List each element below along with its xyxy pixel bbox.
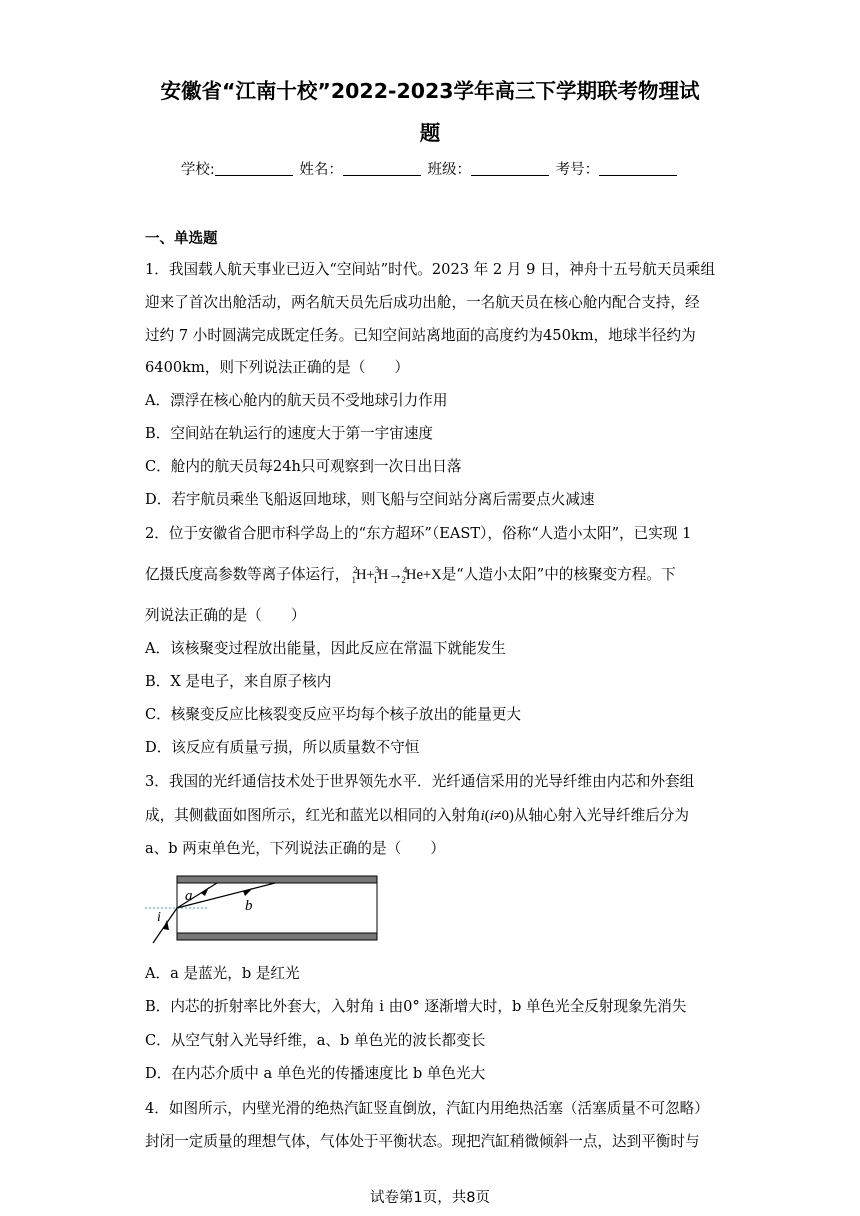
- fusion-equation: $^2_1$H+$^3_1$H→$^4_2$He+X: [351, 565, 442, 585]
- q3-option-b: B．内芯的折射率比外套大，入射角 i 由0° 逐渐增大时，b 单色光全反射现象先消失: [145, 998, 687, 1015]
- q3-line-1: 3．我国的光纤通信技术处于世界领先水平．光纤通信采用的光导纤维由内芯和外套组: [145, 773, 695, 790]
- exam-no-label: 考号：: [555, 162, 600, 178]
- exam-title: [60, 70, 800, 154]
- q1-option-b: B．空间站在轨运行的速度大于第一宇宙速度: [145, 425, 434, 442]
- q2-option-a: A．该核聚变过程放出能量，因此反应在常温下就能发生: [145, 640, 506, 657]
- fiber-outer-top: [177, 876, 377, 883]
- q1-option-c: C．舱内的航天员每24h只可观察到一次日出日落: [145, 458, 462, 475]
- q4-line-1: 4．如图所示，内壁光滑的绝热汽缸竖直倒放，汽缸内用绝热活塞（活塞质量不可忽略）: [145, 1100, 709, 1117]
- label-i: i: [157, 910, 161, 925]
- q1-option-d: D．若宇航员乘坐飞船返回地球，则飞船与空间站分离后需要点火减速: [145, 491, 595, 508]
- q2-option-d: D．该反应有质量亏损，所以质量数不守恒: [145, 739, 420, 756]
- section-heading: 一、单选题: [145, 231, 218, 247]
- class-blank[interactable]: [471, 161, 549, 176]
- q1-line-4: 6400km，则下列说法正确的是（ ）: [145, 359, 410, 376]
- class-label: 班级：: [427, 162, 471, 178]
- label-a: a: [185, 888, 193, 904]
- q2-line-3: 列说法正确的是（ ）: [145, 607, 306, 624]
- q1-line-2: 迎来了首次出舱活动，两名航天员先后成功出舱，一名航天员在核心舱内配合支持，经: [145, 294, 700, 311]
- q2-line-2-end: 是“人造小太阳”中的核聚变方程。下: [441, 566, 676, 583]
- exam-no-blank[interactable]: [599, 161, 677, 176]
- optical-fiber-figure: [145, 872, 385, 947]
- school-blank[interactable]: [215, 161, 293, 176]
- student-info-line: [0, 158, 860, 179]
- q1-line-1: 1．我国载人航天事业已迈入“空间站”时代。2023 年 2 月 9 日，神舟十五号航天员乘组: [145, 261, 716, 278]
- page-footer: 试卷第1页，共8页: [370, 1190, 490, 1206]
- title-line-2: 题: [419, 121, 441, 145]
- q2-line-2: [145, 563, 676, 585]
- ray-b-arrow: [243, 888, 253, 896]
- q3-option-d: D．在内芯介质中 a 单色光的传播速度比 b 单色光大: [145, 1065, 486, 1082]
- q1-line-3: 过约 7 小时圆满完成既定任务。已知空间站离地面的高度约为450km，地球半径约为: [145, 327, 696, 344]
- q2-line-2-start: 亿摄氏度高参数等离子体运行，: [145, 566, 350, 583]
- fiber-outer-bottom: [177, 933, 377, 940]
- q3-line-3: a、b 两束单色光，下列说法正确的是（ ）: [145, 840, 445, 857]
- q3-line-2: [145, 804, 689, 825]
- q1-option-a: A．漂浮在核心舱内的航天员不受地球引力作用: [145, 392, 448, 409]
- angle-expression: i(i≠0): [480, 808, 514, 824]
- q3-line-2-start: 成，其侧截面如图所示，红光和蓝光以相同的入射角: [145, 807, 481, 824]
- q3-option-c: C．从空气射入光导纤维，a、b 单色光的波长都变长: [145, 1032, 486, 1049]
- ray-a-arrow: [201, 887, 209, 896]
- q3-option-a: A．a 是蓝光，b 是红光: [145, 965, 300, 982]
- title-line-1: 安徽省“江南十校”2022-2023学年高三下学期联考物理试: [160, 79, 700, 103]
- school-label: 学校:: [180, 162, 215, 178]
- q2-line-1: 2．位于安徽省合肥市科学岛上的“东方超环”（EAST），俗称“人造小太阳”，已实现 1: [145, 525, 692, 542]
- label-b: b: [245, 898, 253, 914]
- ray-a: [177, 883, 217, 908]
- name-label: 姓名：: [299, 162, 343, 178]
- name-blank[interactable]: [343, 161, 421, 176]
- q2-option-b: B．X 是电子，来自原子核内: [145, 673, 332, 690]
- q3-line-2-end: 从轴心射入光导纤维后分为: [513, 807, 689, 824]
- q4-line-2: 封闭一定质量的理想气体，气体处于平衡状态。现把汽缸稍微倾斜一点，达到平衡时与: [145, 1133, 700, 1150]
- q2-option-c: C．核聚变反应比核裂变反应平均每个核子放出的能量更大: [145, 706, 522, 723]
